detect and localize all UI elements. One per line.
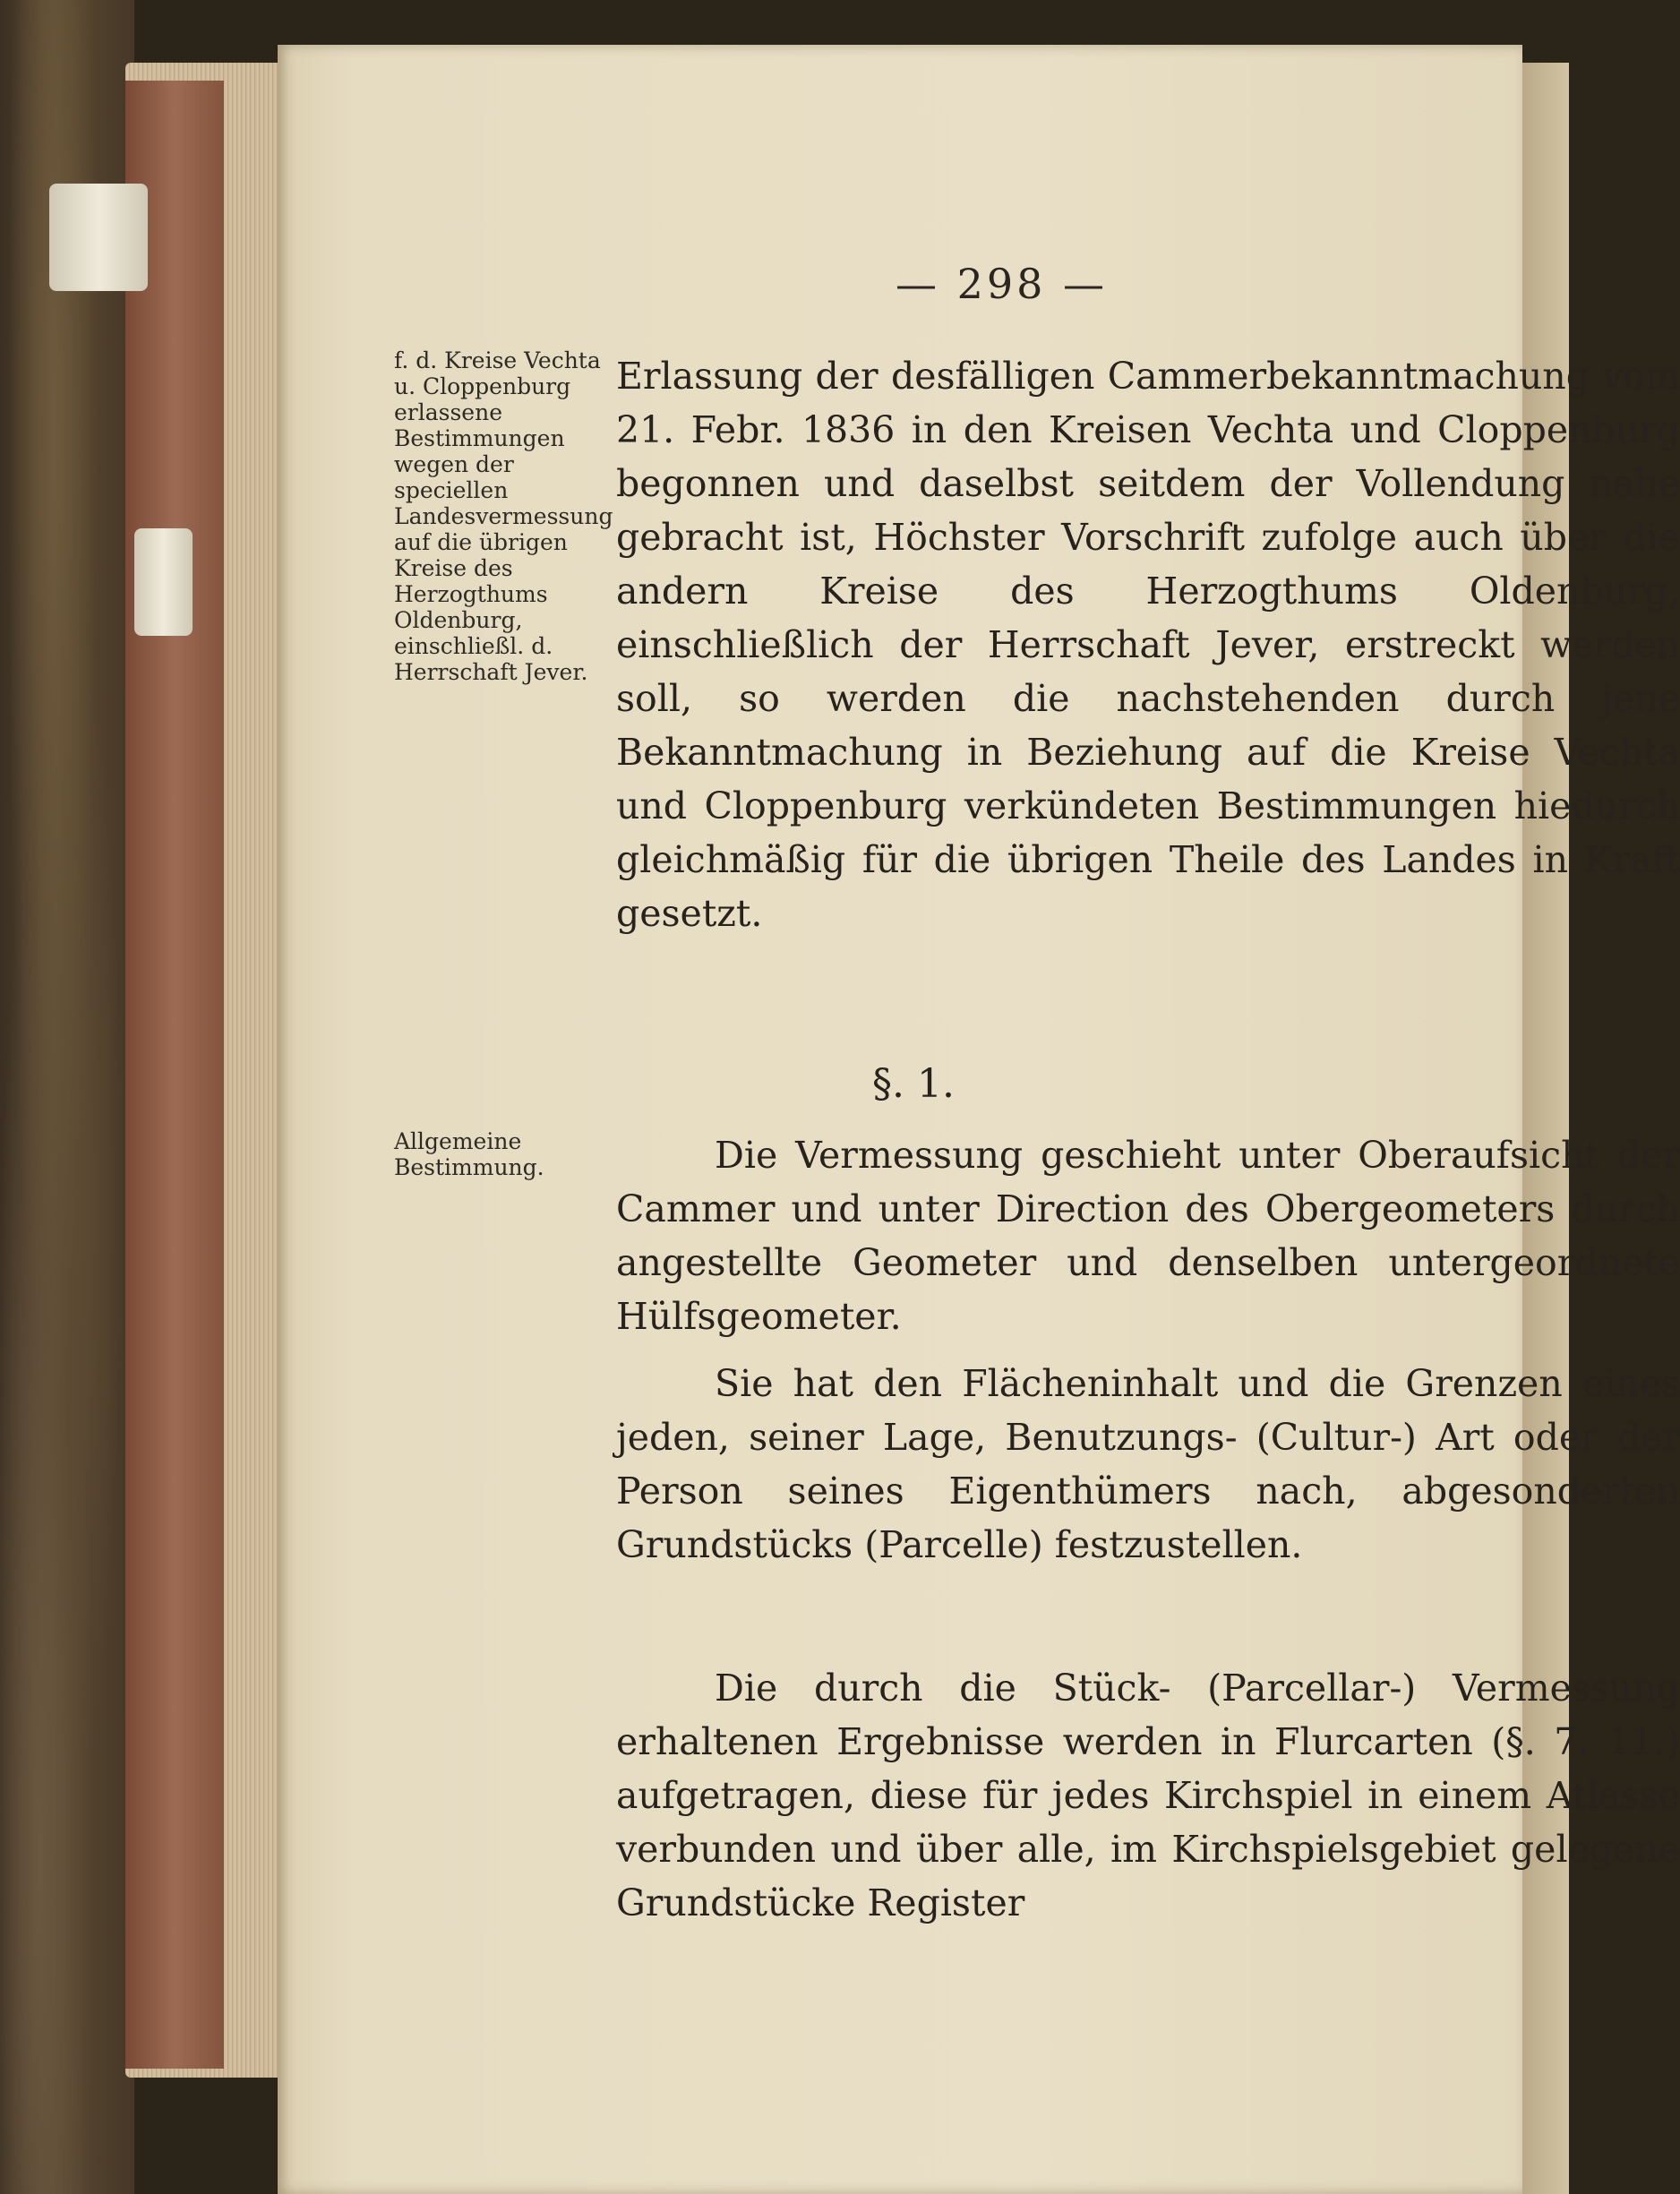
red-page-edge bbox=[125, 81, 224, 2069]
book-page bbox=[278, 45, 1680, 2194]
bookmark-tab-top bbox=[49, 184, 148, 291]
paragraph-2-text: Sie hat den Flächeninhalt und die Grenzen eines jeden, seiner Lage, Benutzungs- (Cultur-) Art oder der Person seines Eigenthümers nach, abgesonderten Grundstücks (Parcelle) festzustellen. bbox=[616, 1362, 1680, 1566]
section-heading: §. 1. bbox=[872, 1061, 955, 1107]
paragraph-3 bbox=[616, 1661, 1680, 1930]
intro-paragraph-text: Erlassung der desfälligen Cammerbekanntmachung vom 21. Febr. 1836 in den Kreisen Vechta und Cloppenburg begonnen und daselbst seitdem der Vollendung nahe gebracht ist, Höchster Vorschrift zufolge auch über die andern Kreise des Herzogthums Oldenburg, einschließlich der Herrschaft Jever, erstreckt werden soll, so werden die nachstehenden durch jene Bekanntmachung in Beziehung auf die Kreise Vechta und Cloppenburg verkündeten Bestimmungen hiedurch gleichmäßig für die übrigen Theile des Landes in Kraft gesetzt. bbox=[616, 355, 1680, 935]
paragraph-1-text: Die Vermessung geschieht unter Oberaufsicht der Cammer und unter Direction des Obergeometers durch angestellte Geometer und denselben untergeordnete Hülfsgeometer. bbox=[616, 1134, 1680, 1338]
paragraph-3-text: Die durch die Stück- (Parcellar-) Vermessung erhaltenen Ergebnisse werden in Flurcarten (§. 7. 11.) aufgetragen, diese für jedes Kirchspiel in einem Atlasse verbunden und über alle, im Kirchspielsgebiet gelegene Grundstücke Register bbox=[616, 1667, 1680, 1924]
intro-paragraph bbox=[616, 349, 1680, 940]
paragraph-2 bbox=[616, 1357, 1680, 1572]
bookmark-tab-middle bbox=[134, 528, 193, 636]
paragraph-1 bbox=[616, 1128, 1680, 1343]
margin-note-scope: f. d. Kreise Vechta u. Cloppenburg erlassene Bestimmungen wegen der speciellen Landesvermessung auf die übrigen Kreise des Herzogthums Oldenburg, einschließl. d. Herrschaft Jever. bbox=[394, 347, 613, 685]
margin-note-general: Allgemeine Bestimmung. bbox=[394, 1128, 544, 1180]
page-number: — 298 — bbox=[896, 260, 1109, 308]
book-spine bbox=[0, 0, 134, 2194]
